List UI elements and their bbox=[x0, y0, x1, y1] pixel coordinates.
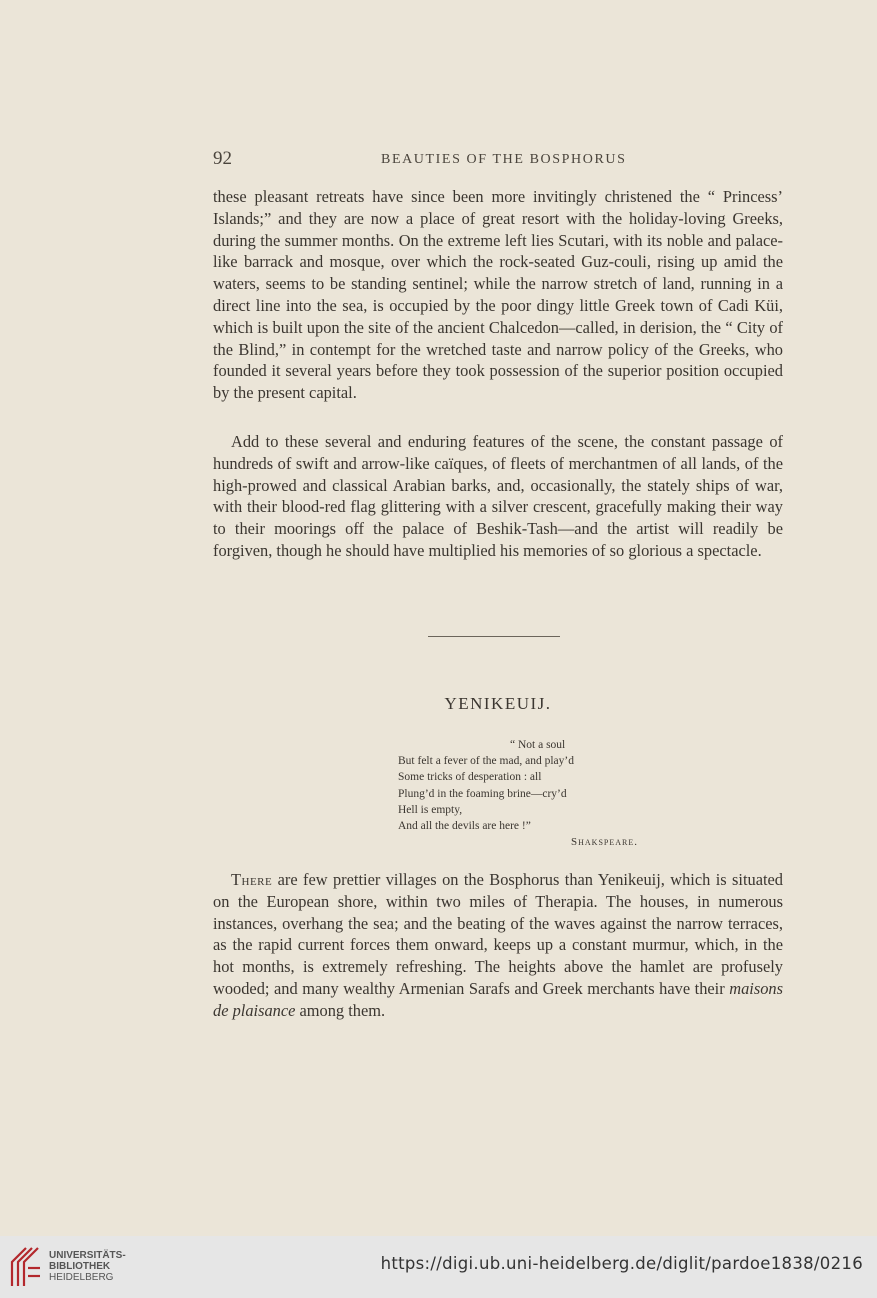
section-title: YENIKEUIJ. bbox=[444, 694, 552, 713]
paragraph-3-body: are few prettier villages on the Bosphorus than Yenikeuij, which is situated on the European shore, within two miles of Therapia. The houses, in numerous instances, overhang the sea; and the beating of the waves against the narrow terraces, as the rapid current forces them onward, keeps up a constant murmur, which, in the hot months, is extremely refreshing. The heights above the hamlet are profusely wooded; and many wealthy Armenian Sarafs and Greek merchants have their bbox=[213, 870, 783, 998]
logo-line-1: UNIVERSITÄTS- bbox=[49, 1250, 126, 1261]
library-logo-icon[interactable] bbox=[8, 1244, 44, 1290]
paragraph-3 bbox=[213, 869, 783, 1022]
paragraph-1-text: these pleasant retreats have since been more invitingly christened the “ Princess’ Islands;” and they are now a place of great resort with the holiday-loving Greeks, during the summer months. On the extreme left lies Scutari, with its noble and palace-like barrack and mosque, over which the rock-seated Guz-couli, rising up amid the waters, seems to be standing sentinel; while the narrow stretch of land, running in a direct line into the sea, is occupied by the poor dingy little Greek town of Cadi Küi, which is built upon the site of the ancient Chalcedon—called, in derision, the “ City of the Blind,” in contempt for the wretched taste and narrow policy of the Greeks, who founded it several years before they took possession of the superior position occupied by the present capital. bbox=[213, 187, 783, 403]
epigraph bbox=[398, 737, 638, 850]
paragraph-3-end: among them. bbox=[295, 1000, 386, 1020]
epigraph-line: But felt a fever of the mad, and play’d bbox=[398, 755, 574, 768]
permalink-url[interactable]: https://digi.ub.uni-heidelberg.de/diglit/pardoe1838/0216 bbox=[380, 1254, 863, 1273]
running-head: BEAUTIES OF THE BOSPHORUS bbox=[381, 152, 627, 167]
logo-line-3: HEIDELBERG bbox=[49, 1272, 114, 1283]
paragraph-3-text bbox=[213, 869, 783, 1022]
epigraph-line: Hell is empty, bbox=[398, 803, 463, 816]
epigraph-line: “ Not a soul bbox=[510, 739, 566, 751]
viewer-footer bbox=[0, 1236, 877, 1298]
page-header bbox=[213, 148, 783, 172]
epigraph-attribution: Shakspeare. bbox=[571, 836, 638, 849]
section-divider bbox=[428, 636, 560, 637]
lead-word: There bbox=[231, 870, 273, 889]
epigraph-line: Some tricks of desperation : all bbox=[398, 771, 542, 784]
epigraph-line: And all the devils are here !” bbox=[398, 820, 531, 833]
logo-line-2: BIBLIOTHEK bbox=[49, 1261, 111, 1272]
italic-phrase: maisons de plaisance bbox=[213, 978, 783, 1020]
epigraph-line: Plung’d in the foaming brine—cry’d bbox=[398, 787, 567, 800]
library-logo-text[interactable] bbox=[49, 1250, 126, 1283]
paragraph-2 bbox=[213, 431, 783, 562]
paragraph-1 bbox=[213, 186, 783, 404]
paragraph-2-text: Add to these several and enduring features of the scene, the constant passage of hundreds of swift and arrow-like caïques, of fleets of merchantmen of all lands, of the high-prowed and classical Arabian barks, and, occasionally, the stately ships of war, with their blood-red flag glittering with a silver crescent, gracefully making their way to their moorings off the palace of Beshik-Tash—and the artist will readily be forgiven, though he should have multiplied his memories of so glorious a spectacle. bbox=[213, 432, 783, 560]
page-number: 92 bbox=[213, 148, 232, 169]
